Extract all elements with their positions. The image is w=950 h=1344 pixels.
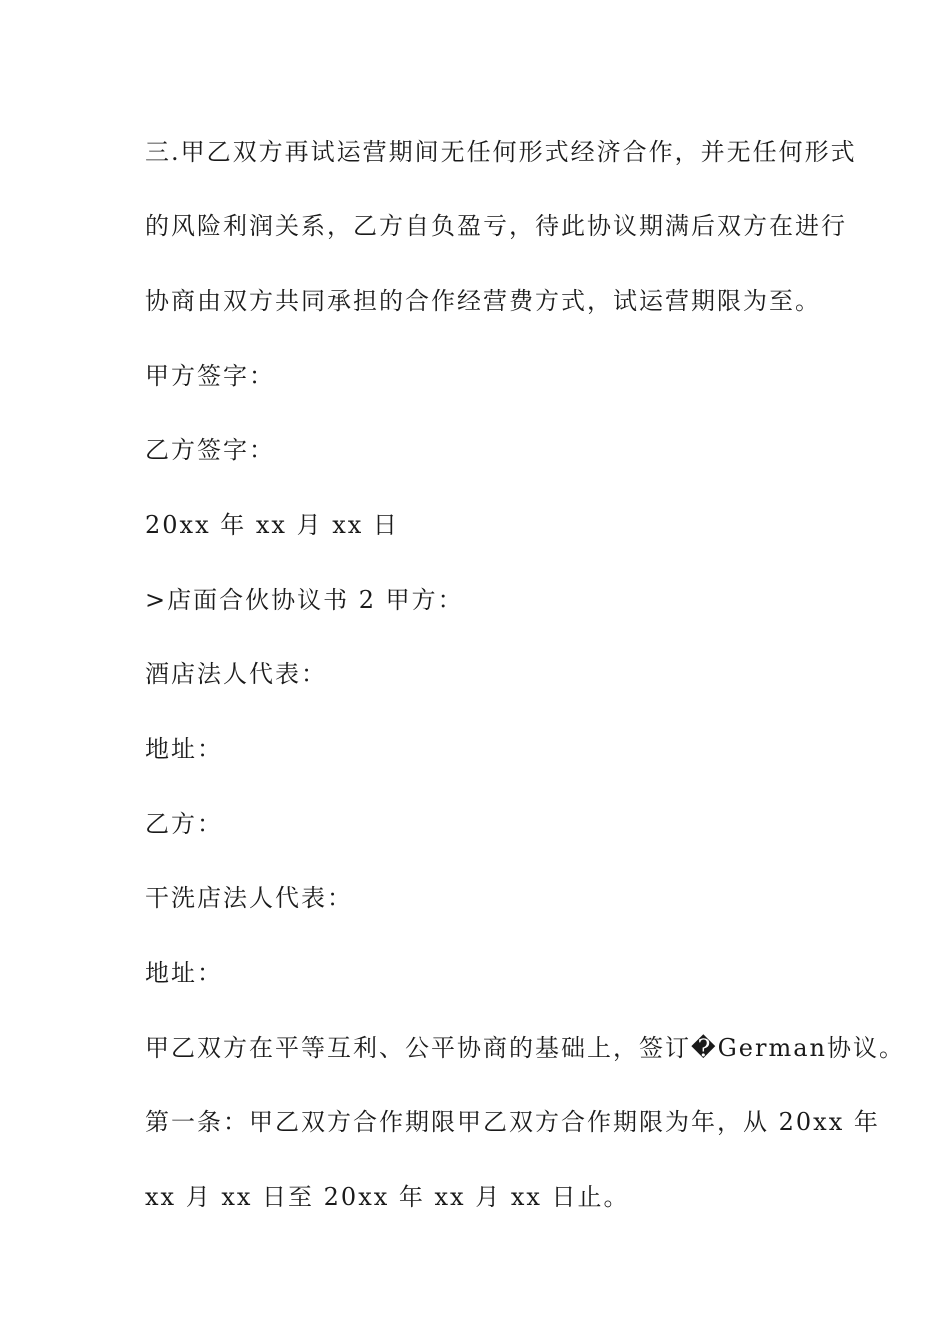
address-a: 地址： — [145, 735, 223, 763]
paragraph-line-1: 三.甲乙双方再试运营期间无任何形式经济合作，并无任何形式 — [145, 138, 857, 166]
hotel-legal-rep: 酒店法人代表： — [145, 660, 327, 688]
date-line: 20xx 年 xx 月 xx 日 — [145, 511, 399, 539]
address-b: 地址： — [145, 959, 223, 987]
article-one-line-1: 第一条：甲乙双方合作期限甲乙双方合作期限为年，从 20xx 年 — [145, 1108, 880, 1136]
agreement-heading: >店面合伙协议书 2 甲方： — [145, 586, 464, 614]
paragraph-line-2: 的风险利润关系，乙方自负盈亏，待此协议期满后双方在进行 — [145, 212, 847, 240]
party-b-label: 乙方： — [145, 810, 223, 838]
party-b-signature: 乙方签字： — [145, 436, 275, 464]
party-a-signature: 甲方签字： — [145, 362, 275, 390]
paragraph-line-3: 协商由双方共同承担的合作经营费方式，试运营期限为至。 — [145, 287, 821, 315]
agreement-intro: 甲乙双方在平等互利、公平协商的基础上，签订�German协议。 — [145, 1034, 905, 1062]
article-one-line-2: xx 月 xx 日至 20xx 年 xx 月 xx 日止。 — [145, 1183, 630, 1211]
dry-cleaner-legal-rep: 干洗店法人代表： — [145, 884, 353, 912]
